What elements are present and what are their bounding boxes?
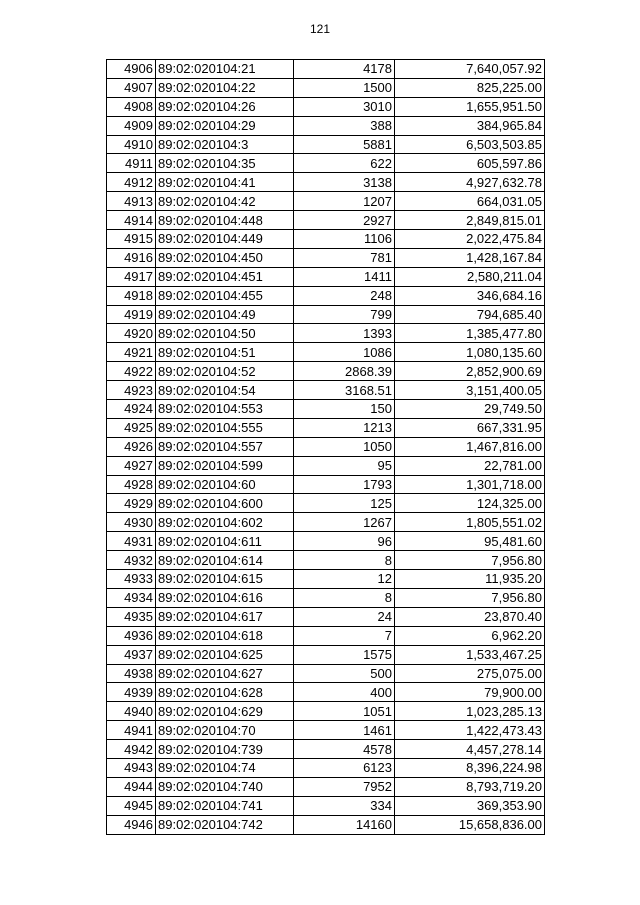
row-number-cell: 4911 xyxy=(107,154,156,173)
value-cell: 2,849,815.01 xyxy=(395,211,545,230)
area-cell: 8 xyxy=(294,551,395,570)
row-number-cell: 4909 xyxy=(107,116,156,135)
table-body xyxy=(107,60,545,835)
area-cell: 1461 xyxy=(294,721,395,740)
table-row xyxy=(107,78,545,97)
row-number-cell: 4908 xyxy=(107,97,156,116)
table-row xyxy=(107,362,545,381)
cadastral-number-cell: 89:02:020104:54 xyxy=(156,381,294,400)
cadastral-number-cell: 89:02:020104:41 xyxy=(156,173,294,192)
table-row xyxy=(107,702,545,721)
row-number-cell: 4925 xyxy=(107,418,156,437)
table-row xyxy=(107,570,545,589)
row-number-cell: 4939 xyxy=(107,683,156,702)
row-number-cell: 4935 xyxy=(107,607,156,626)
value-cell: 8,396,224.98 xyxy=(395,758,545,777)
value-cell: 1,655,951.50 xyxy=(395,97,545,116)
value-cell: 7,640,057.92 xyxy=(395,60,545,79)
row-number-cell: 4924 xyxy=(107,400,156,419)
area-cell: 500 xyxy=(294,664,395,683)
cadastral-number-cell: 89:02:020104:614 xyxy=(156,551,294,570)
table-row xyxy=(107,400,545,419)
cadastral-number-cell: 89:02:020104:21 xyxy=(156,60,294,79)
area-cell: 781 xyxy=(294,248,395,267)
cadastral-number-cell: 89:02:020104:22 xyxy=(156,78,294,97)
value-cell: 11,935.20 xyxy=(395,570,545,589)
area-cell: 12 xyxy=(294,570,395,589)
area-cell: 1050 xyxy=(294,437,395,456)
cadastral-number-cell: 89:02:020104:74 xyxy=(156,758,294,777)
row-number-cell: 4934 xyxy=(107,588,156,607)
area-cell: 14160 xyxy=(294,815,395,834)
area-cell: 1207 xyxy=(294,192,395,211)
row-number-cell: 4938 xyxy=(107,664,156,683)
row-number-cell: 4937 xyxy=(107,645,156,664)
area-cell: 3168.51 xyxy=(294,381,395,400)
row-number-cell: 4922 xyxy=(107,362,156,381)
table-row xyxy=(107,532,545,551)
cadastral-number-cell: 89:02:020104:553 xyxy=(156,400,294,419)
table-row xyxy=(107,664,545,683)
row-number-cell: 4930 xyxy=(107,513,156,532)
row-number-cell: 4927 xyxy=(107,456,156,475)
cadastral-number-cell: 89:02:020104:555 xyxy=(156,418,294,437)
area-cell: 3138 xyxy=(294,173,395,192)
cadastral-number-cell: 89:02:020104:616 xyxy=(156,588,294,607)
value-cell: 3,151,400.05 xyxy=(395,381,545,400)
area-cell: 799 xyxy=(294,305,395,324)
cadastral-number-cell: 89:02:020104:611 xyxy=(156,532,294,551)
area-cell: 1793 xyxy=(294,475,395,494)
value-cell: 6,962.20 xyxy=(395,626,545,645)
table-row xyxy=(107,97,545,116)
row-number-cell: 4936 xyxy=(107,626,156,645)
value-cell: 4,927,632.78 xyxy=(395,173,545,192)
row-number-cell: 4921 xyxy=(107,343,156,362)
area-cell: 388 xyxy=(294,116,395,135)
table-row xyxy=(107,626,545,645)
area-cell: 2927 xyxy=(294,211,395,230)
value-cell: 8,793,719.20 xyxy=(395,777,545,796)
table-row xyxy=(107,551,545,570)
value-cell: 1,023,285.13 xyxy=(395,702,545,721)
row-number-cell: 4913 xyxy=(107,192,156,211)
cadastral-number-cell: 89:02:020104:450 xyxy=(156,248,294,267)
cadastral-number-cell: 89:02:020104:3 xyxy=(156,135,294,154)
row-number-cell: 4928 xyxy=(107,475,156,494)
area-cell: 4578 xyxy=(294,740,395,759)
area-cell: 1500 xyxy=(294,78,395,97)
cadastral-number-cell: 89:02:020104:35 xyxy=(156,154,294,173)
value-cell: 825,225.00 xyxy=(395,78,545,97)
row-number-cell: 4912 xyxy=(107,173,156,192)
table-row xyxy=(107,645,545,664)
row-number-cell: 4916 xyxy=(107,248,156,267)
table-row xyxy=(107,418,545,437)
area-cell: 95 xyxy=(294,456,395,475)
table-row xyxy=(107,815,545,834)
table-row xyxy=(107,343,545,362)
table-row xyxy=(107,437,545,456)
area-cell: 1106 xyxy=(294,230,395,249)
table-row xyxy=(107,796,545,815)
value-cell: 1,385,477.80 xyxy=(395,324,545,343)
value-cell: 2,580,211.04 xyxy=(395,267,545,286)
area-cell: 1051 xyxy=(294,702,395,721)
row-number-cell: 4910 xyxy=(107,135,156,154)
value-cell: 1,805,551.02 xyxy=(395,513,545,532)
table-row xyxy=(107,683,545,702)
row-number-cell: 4923 xyxy=(107,381,156,400)
row-number-cell: 4932 xyxy=(107,551,156,570)
area-cell: 96 xyxy=(294,532,395,551)
table-row xyxy=(107,721,545,740)
value-cell: 7,956.80 xyxy=(395,588,545,607)
row-number-cell: 4943 xyxy=(107,758,156,777)
table-row xyxy=(107,211,545,230)
row-number-cell: 4945 xyxy=(107,796,156,815)
value-cell: 369,353.90 xyxy=(395,796,545,815)
row-number-cell: 4917 xyxy=(107,267,156,286)
row-number-cell: 4946 xyxy=(107,815,156,834)
area-cell: 400 xyxy=(294,683,395,702)
area-cell: 622 xyxy=(294,154,395,173)
area-cell: 3010 xyxy=(294,97,395,116)
value-cell: 384,965.84 xyxy=(395,116,545,135)
value-cell: 667,331.95 xyxy=(395,418,545,437)
area-cell: 2868.39 xyxy=(294,362,395,381)
value-cell: 79,900.00 xyxy=(395,683,545,702)
table-row xyxy=(107,192,545,211)
area-cell: 5881 xyxy=(294,135,395,154)
value-cell: 1,428,167.84 xyxy=(395,248,545,267)
table-row xyxy=(107,154,545,173)
area-cell: 24 xyxy=(294,607,395,626)
value-cell: 2,022,475.84 xyxy=(395,230,545,249)
table-row xyxy=(107,740,545,759)
cadastral-number-cell: 89:02:020104:741 xyxy=(156,796,294,815)
row-number-cell: 4914 xyxy=(107,211,156,230)
value-cell: 1,301,718.00 xyxy=(395,475,545,494)
cadastral-number-cell: 89:02:020104:600 xyxy=(156,494,294,513)
cadastral-number-cell: 89:02:020104:70 xyxy=(156,721,294,740)
cadastral-number-cell: 89:02:020104:451 xyxy=(156,267,294,286)
area-cell: 1086 xyxy=(294,343,395,362)
table-row xyxy=(107,135,545,154)
table-row xyxy=(107,173,545,192)
row-number-cell: 4920 xyxy=(107,324,156,343)
area-cell: 1575 xyxy=(294,645,395,664)
cadastral-number-cell: 89:02:020104:26 xyxy=(156,97,294,116)
table-row xyxy=(107,758,545,777)
cadastral-number-cell: 89:02:020104:60 xyxy=(156,475,294,494)
cadastral-number-cell: 89:02:020104:448 xyxy=(156,211,294,230)
cadastral-number-cell: 89:02:020104:627 xyxy=(156,664,294,683)
cadastral-number-cell: 89:02:020104:602 xyxy=(156,513,294,532)
value-cell: 1,080,135.60 xyxy=(395,343,545,362)
area-cell: 6123 xyxy=(294,758,395,777)
row-number-cell: 4906 xyxy=(107,60,156,79)
table-row xyxy=(107,513,545,532)
area-cell: 1393 xyxy=(294,324,395,343)
table-row xyxy=(107,248,545,267)
row-number-cell: 4926 xyxy=(107,437,156,456)
value-cell: 124,325.00 xyxy=(395,494,545,513)
row-number-cell: 4918 xyxy=(107,286,156,305)
cadastral-number-cell: 89:02:020104:618 xyxy=(156,626,294,645)
area-cell: 150 xyxy=(294,400,395,419)
cadastral-number-cell: 89:02:020104:739 xyxy=(156,740,294,759)
value-cell: 605,597.86 xyxy=(395,154,545,173)
cadastral-number-cell: 89:02:020104:51 xyxy=(156,343,294,362)
table-row xyxy=(107,607,545,626)
table-row xyxy=(107,475,545,494)
area-cell: 125 xyxy=(294,494,395,513)
table-row xyxy=(107,324,545,343)
row-number-cell: 4931 xyxy=(107,532,156,551)
value-cell: 4,457,278.14 xyxy=(395,740,545,759)
value-cell: 664,031.05 xyxy=(395,192,545,211)
table-row xyxy=(107,456,545,475)
row-number-cell: 4942 xyxy=(107,740,156,759)
cadastral-number-cell: 89:02:020104:617 xyxy=(156,607,294,626)
cadastral-number-cell: 89:02:020104:42 xyxy=(156,192,294,211)
area-cell: 1411 xyxy=(294,267,395,286)
cadastral-number-cell: 89:02:020104:740 xyxy=(156,777,294,796)
cadastral-number-cell: 89:02:020104:557 xyxy=(156,437,294,456)
table-row xyxy=(107,305,545,324)
row-number-cell: 4933 xyxy=(107,570,156,589)
area-cell: 1213 xyxy=(294,418,395,437)
row-number-cell: 4919 xyxy=(107,305,156,324)
value-cell: 15,658,836.00 xyxy=(395,815,545,834)
table-row xyxy=(107,494,545,513)
table-row xyxy=(107,777,545,796)
area-cell: 7952 xyxy=(294,777,395,796)
row-number-cell: 4944 xyxy=(107,777,156,796)
table-row xyxy=(107,286,545,305)
value-cell: 346,684.16 xyxy=(395,286,545,305)
area-cell: 7 xyxy=(294,626,395,645)
cadastral-number-cell: 89:02:020104:29 xyxy=(156,116,294,135)
cadastral-number-cell: 89:02:020104:625 xyxy=(156,645,294,664)
table-row xyxy=(107,588,545,607)
row-number-cell: 4915 xyxy=(107,230,156,249)
cadastral-number-cell: 89:02:020104:455 xyxy=(156,286,294,305)
table-row xyxy=(107,267,545,286)
cadastral-number-cell: 89:02:020104:599 xyxy=(156,456,294,475)
value-cell: 1,422,473.43 xyxy=(395,721,545,740)
cadastral-table xyxy=(106,59,545,835)
row-number-cell: 4940 xyxy=(107,702,156,721)
value-cell: 1,467,816.00 xyxy=(395,437,545,456)
table-row xyxy=(107,381,545,400)
cadastral-number-cell: 89:02:020104:449 xyxy=(156,230,294,249)
value-cell: 23,870.40 xyxy=(395,607,545,626)
area-cell: 1267 xyxy=(294,513,395,532)
area-cell: 334 xyxy=(294,796,395,815)
area-cell: 8 xyxy=(294,588,395,607)
cadastral-number-cell: 89:02:020104:50 xyxy=(156,324,294,343)
cadastral-number-cell: 89:02:020104:49 xyxy=(156,305,294,324)
table-row xyxy=(107,116,545,135)
table-row xyxy=(107,230,545,249)
cadastral-number-cell: 89:02:020104:628 xyxy=(156,683,294,702)
area-cell: 248 xyxy=(294,286,395,305)
cadastral-number-cell: 89:02:020104:629 xyxy=(156,702,294,721)
value-cell: 6,503,503.85 xyxy=(395,135,545,154)
cadastral-number-cell: 89:02:020104:615 xyxy=(156,570,294,589)
value-cell: 29,749.50 xyxy=(395,400,545,419)
row-number-cell: 4941 xyxy=(107,721,156,740)
value-cell: 1,533,467.25 xyxy=(395,645,545,664)
table-row xyxy=(107,60,545,79)
area-cell: 4178 xyxy=(294,60,395,79)
cadastral-number-cell: 89:02:020104:742 xyxy=(156,815,294,834)
value-cell: 2,852,900.69 xyxy=(395,362,545,381)
row-number-cell: 4907 xyxy=(107,78,156,97)
value-cell: 22,781.00 xyxy=(395,456,545,475)
value-cell: 7,956.80 xyxy=(395,551,545,570)
row-number-cell: 4929 xyxy=(107,494,156,513)
value-cell: 95,481.60 xyxy=(395,532,545,551)
cadastral-number-cell: 89:02:020104:52 xyxy=(156,362,294,381)
value-cell: 275,075.00 xyxy=(395,664,545,683)
page-number: 121 xyxy=(309,22,331,36)
value-cell: 794,685.40 xyxy=(395,305,545,324)
